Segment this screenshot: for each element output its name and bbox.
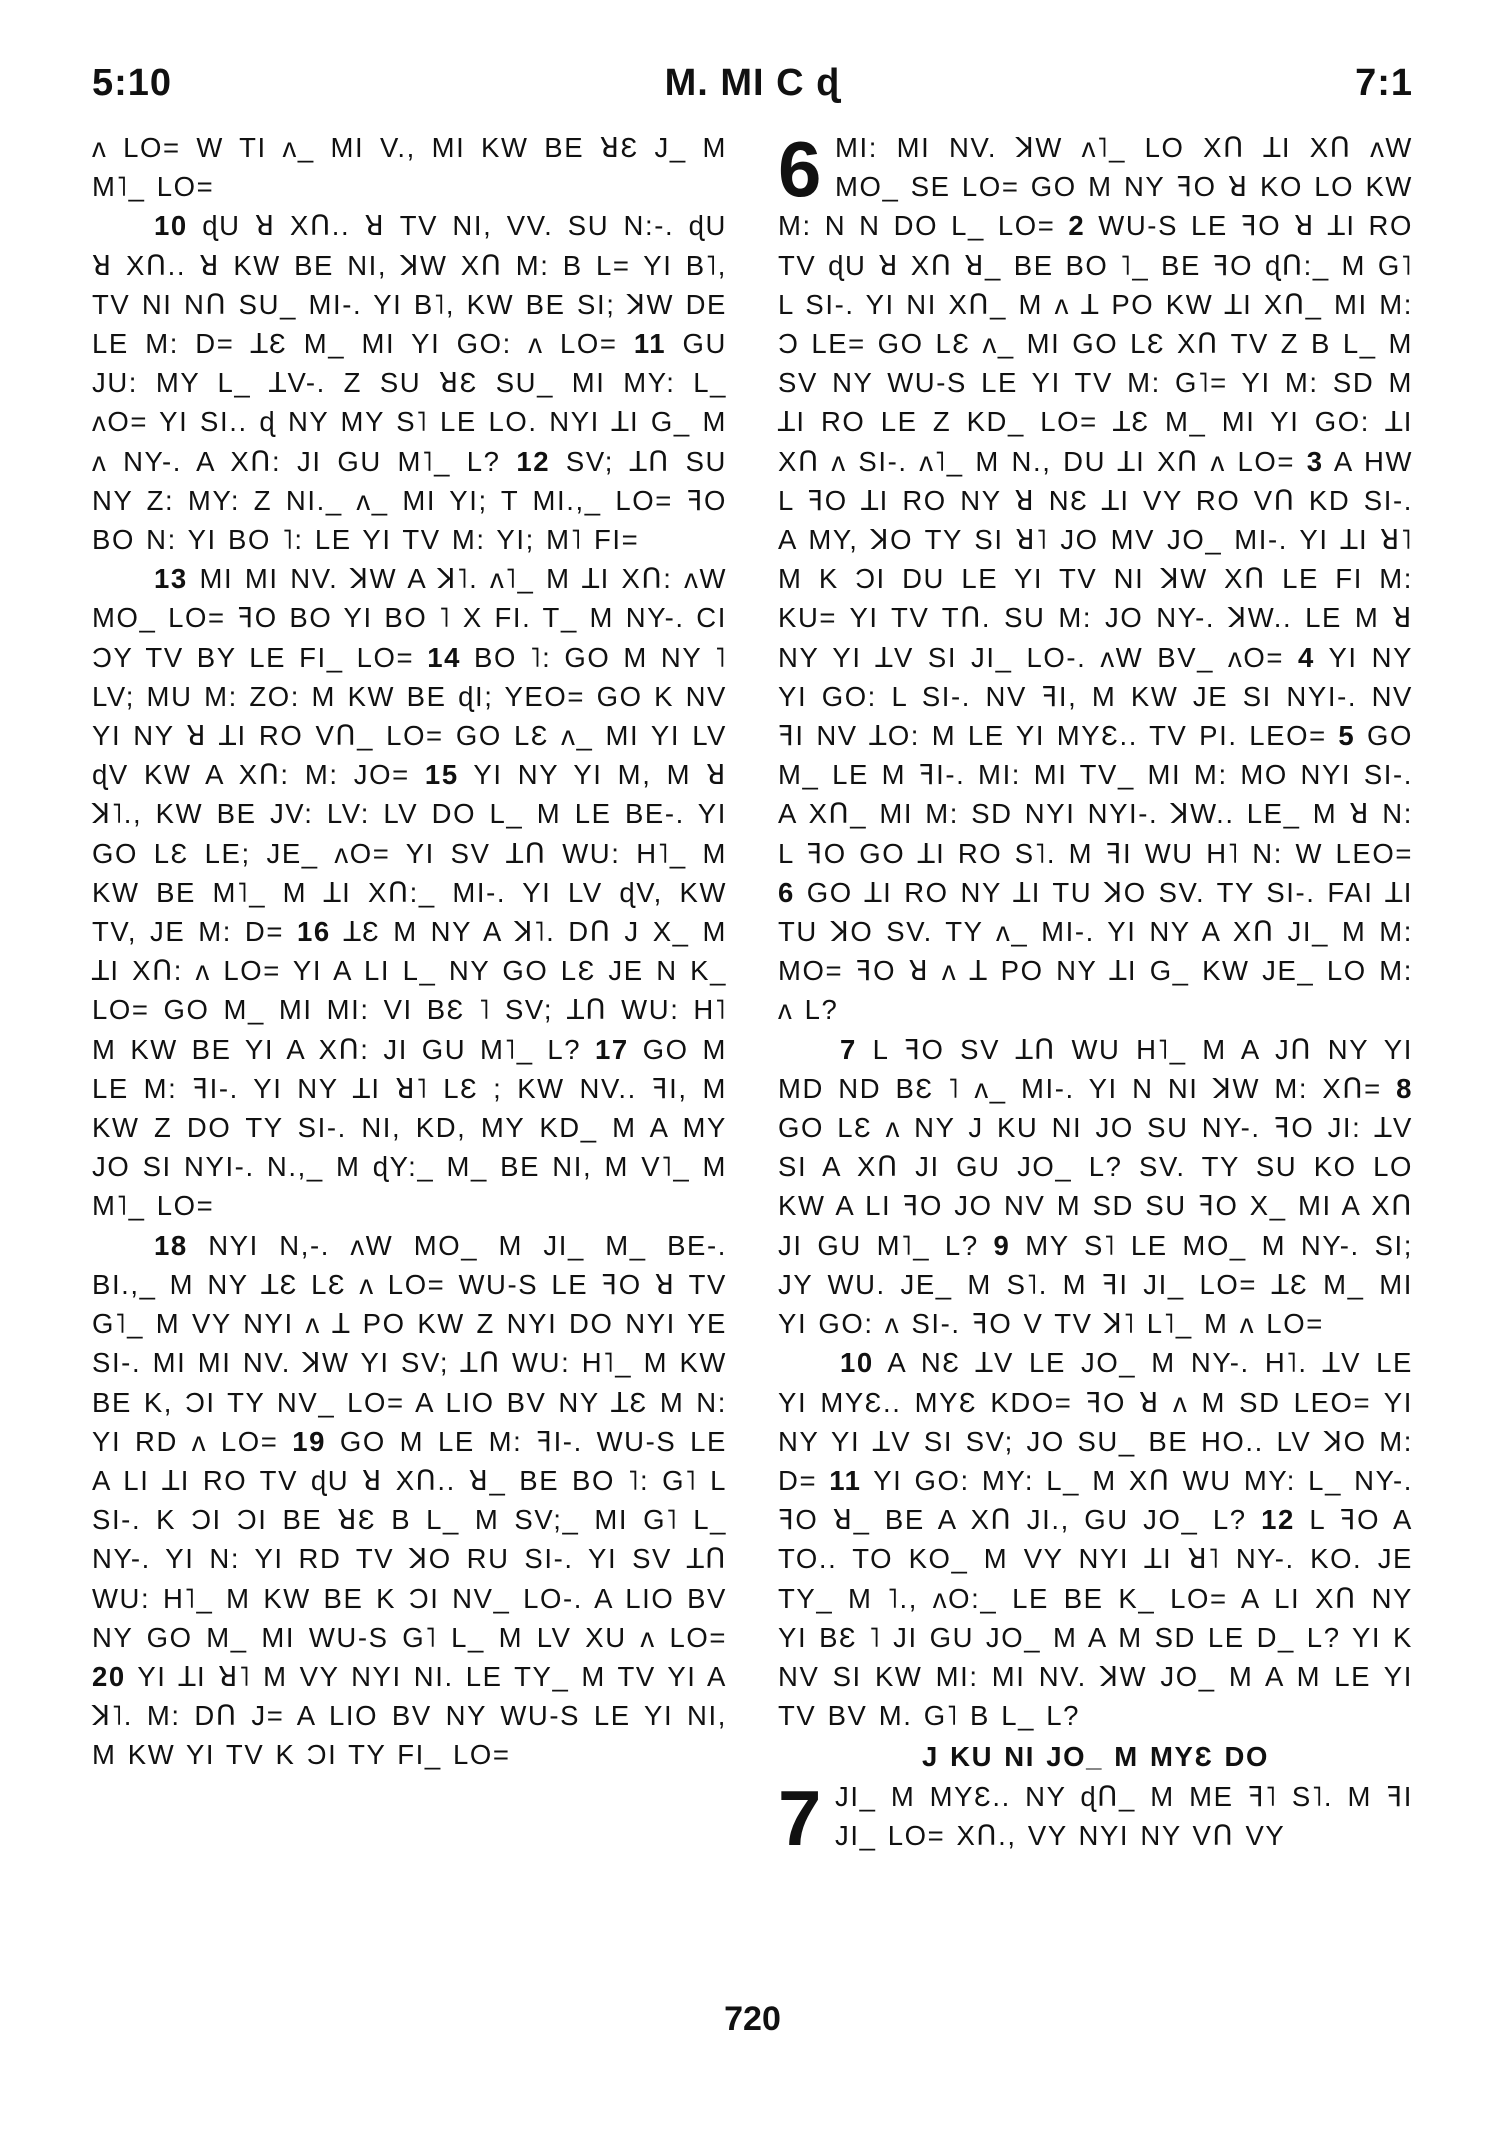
right-column xyxy=(778,125,1414,1862)
verse-number: 15 xyxy=(424,759,459,791)
paragraph xyxy=(778,1773,1413,1862)
verse-number: 6 xyxy=(778,876,795,908)
header-chapter-verse-left: 5:10 xyxy=(92,62,173,104)
paragraph xyxy=(778,125,1414,1030)
paragraph xyxy=(778,1343,1413,1735)
verse-text: A HW L ꟻO ꓕI RO NY ꓤ NƐ ꓕI VY RO VՈ KD SI-. A MY, ꓘO TY SI ꓤ˥ JO MV JO_ MI-. YI ꓕI ꓤ˥ M K ƆI DU LE YI TV NI ꓘW XՈ LE FI M: KU= YI TV TՈ. SU M: JO NY-. ꓘW.. LE M ꓤ NY YI ꓕV SI JI_ LO-. ʌW BV_ ʌO= xyxy=(778,445,1414,673)
verse-number: 12 xyxy=(516,445,551,477)
verse-text: NYI N,-. ʌW MO_ M JI_ M_ BE-. BI.,_ M NY ꓕƐ LƐ ʌ LO= WU-S LE ꟻO ꓤ TV G˥_ M VY NYI ʌ ꓕ PO KW Z NYI DO NYI YE SI-. MI MI NV. ꓘW YI SV; ꓕՈ WU: H˥_ M KW BE K, ƆI TY NV_ LO= A LIO BV NY ꓕƐ M N: YI RD ʌ LO= xyxy=(92,1229,727,1457)
verse-text: GO M LE M: ꟻI-. WU-S LE A LI ꓕI RO TV ɖU ꓤ XՈ.. ꓤ_ BE BO ˥: G˥ L SI-. K ƆI ƆI BE ꓤƐ B L_ M SV;_ MI G˥ L_ NY-. YI N: YI RD TV ꓘO RU SI-. YI SV ꓕՈ WU: H˥_ M KW BE K ƆI NV_ LO-. A LIO BV NY GO M_ MI WU-S G˥ L_ M LV XU ʌ LO= xyxy=(92,1425,727,1653)
verse-text: GU JU: MY L_ ꓕV-. Z SU ꓤƐ SU_ MI MY: L_ ʌO= YI SI.. ɖ NY MY S˥ LE LO. NYI ꓕI G_ M ʌ NY-. A XՈ: JI GU M˥_ L? xyxy=(92,328,727,477)
verse-number: 2 xyxy=(1068,210,1086,242)
paragraph xyxy=(92,1226,727,1775)
verse-text: GO M_ LE M ꟻI-. MI: MI TV_ MI M: MO NYI SI-. A XՈ_ MI M: SD NYI NYI-. ꓘW.. LE_ M ꓤ N: L ꟻO GO ꓕI RO S˥. M ꟻI WU H˥ N: W LEO= xyxy=(778,720,1413,869)
verse-text: SV; ꓕՈ SU NY Z: MY: Z NI._ ʌ_ MI YI; T MI.,_ LO= ꟻO BO N: YI BO ˥: LE YI TV M: YI; M˥ FI= xyxy=(92,445,727,556)
verse-number: 11 xyxy=(829,1464,862,1496)
verse-number: 11 xyxy=(633,328,667,360)
verse-number: 10 xyxy=(154,210,188,242)
section-heading: J KU NI JO_ M MYƐ DO xyxy=(922,1741,1269,1773)
verse-number: 8 xyxy=(1396,1072,1413,1104)
verse-text: YI ꓕI ꓤ˥ M VY NYI NI. LE TY_ M TV YI A ꓘ˥. M: DՈ J= A LIO BV NY WU-S LE YI NI, M KW YI TV K ƆI TY FI_ LO= xyxy=(92,1660,727,1771)
verse-text: MY S˥ LE MO_ M NY-. SI; JY WU. JE_ M S˥. M ꟻI JI_ LO= ꓕƐ M_ MI YI GO: ʌ SI-. ꟻO V TV ꓘ˥ L˥_ M ʌ LO= xyxy=(778,1229,1413,1340)
paragraph-text: ʌ LO= W TI ʌ_ MI V., MI KW BE ꓤƐ J_ M M˥_ LO= xyxy=(92,132,727,203)
paragraph xyxy=(92,559,727,1225)
chapter-number: 7 xyxy=(778,1773,823,1862)
verse-number: 3 xyxy=(1306,445,1324,477)
verse-text: YI NY YI GO: L SI-. NV ꟻI, M KW JE SI NYI-. NV ꟻI NV ꓕO: M LE YI MYƐ.. TV PI. LEO= xyxy=(778,641,1414,752)
verse-number: 10 xyxy=(840,1347,874,1379)
verse-text: YI GO: MY: L_ M XՈ WU MY: L_ NY-. ꟻO ꓤ_ BE A XՈ JI., GU JO_ L? xyxy=(778,1464,1413,1536)
verse-text: MI MI NV. ꓘW A ꓘ˥. ʌ˥_ M ꓕI XՈ: ʌW MO_ LO= ꟻO BO YI BO ˥ X FI. T_ M NY-. CI ƆY TV BY LE FI_ LO= xyxy=(92,563,727,673)
verse-number: 4 xyxy=(1298,641,1315,673)
paragraph xyxy=(778,1030,1413,1344)
page-number: 720 xyxy=(724,2000,781,2038)
paragraph xyxy=(92,128,727,206)
verse-text: GO ꓕI RO NY ꓕI TU ꓘO SV. TY SI-. FAI ꓕI TU ꓘO SV. TY ʌ_ MI-. YI NY A XՈ JI_ M M: MO= ꟻO ꓤ ʌ ꓕ PO NY ꓕI G_ KW JE_ LO M: ʌ L? xyxy=(778,876,1413,1026)
verse-text: ꓕƐ M NY A ꓘ˥. DՈ J X_ M ꓕI XՈ: ʌ LO= YI A LI L_ NY GO LƐ JE N K_ LO= GO M_ MI MI: VI BƐ ˥ SV; ꓕՈ WU: H˥ M KW BE YI A XՈ: JI GU M˥_ L? xyxy=(92,916,727,1065)
paragraph xyxy=(92,206,727,559)
verse-number: 14 xyxy=(427,641,461,673)
verse-text: ɖU ꓤ XՈ.. ꓤ TV NI, VV. SU N:-. ɖU ꓤ XՈ.. ꓤ KW BE NI, ꓘW XՈ M: B L= YI B˥, TV NI NՈ SU_ MI-. YI B˥, KW BE SI; ꓘW DE LE M: D= ꓕƐ M_ MI YI GO: ʌ LO= xyxy=(92,210,727,360)
verse-number: 9 xyxy=(993,1229,1011,1261)
verse-text: A NƐ ꓕV LE JO_ M NY-. H˥. ꓕV LE YI MYƐ.. MYƐ KDO= ꟻO ꓤ ʌ M SD LEO= YI NY YI ꓕV SI SV; JO SU_ BE HO.. LV ꓘO M: D= xyxy=(778,1347,1413,1496)
verse-number: 17 xyxy=(595,1033,629,1065)
verse-number: 12 xyxy=(1261,1504,1295,1536)
verse-number: 13 xyxy=(154,563,188,595)
verse-number: 20 xyxy=(92,1660,126,1692)
verse-number: 7 xyxy=(840,1033,857,1065)
header-chapter-verse-right: 7:1 xyxy=(1355,62,1413,104)
verse-number: 16 xyxy=(296,916,331,948)
header-book-title: M. MI C ɖ xyxy=(664,62,841,104)
chapter-number: 6 xyxy=(778,125,823,213)
verse-number: 5 xyxy=(1338,720,1356,752)
verse-text: L ꟻO A TO.. TO KO_ M VY NYI ꓕI ꓤ˥ NY-. KO. JE TY_ M ˥., ʌO:_ LE BE K_ LO= A LI XՈ NY YI BƐ ˥ JI GU JO_ M A M SD LE D_ L? YI K NV SI KW MI: MI NV. ꓘW JO_ M A M LE YI TV BV M. G˥ B L_ L? xyxy=(778,1504,1413,1732)
verse-text: BO ˥: GO M NY ˥ LV; MU M: ZO: M KW BE ɖI; YEO= GO K NV YI NY ꓤ ꓕI RO VՈ_ LO= GO LƐ ʌ_ MI YI LV ɖV KW A XՈ: M: JO= xyxy=(92,641,727,791)
verse-text: WU-S LE ꟻO ꓤ ꓕI RO TV ɖU ꓤ XՈ ꓤ_ BE BO ˥_ BE ꟻO ɖՈ:_ M G˥ L SI-. YI NI XՈ_ M ʌ ꓕ PO KW ꓕI XՈ_ MI M: Ɔ LE= GO LƐ ʌ_ MI GO LƐ XՈ TV Z B L_ M SV NY WU-S LE YI TV M: G˥= YI M: SD M ꓕI RO LE Z KD_ LO= ꓕƐ M_ MI YI GO: ꓕI XՈ ʌ SI-. ʌ˥_ M N., DU ꓕI XՈ ʌ LO= xyxy=(778,210,1413,477)
verse-number: 19 xyxy=(292,1425,327,1457)
verse-text: JI_ M MYƐ.. NY ɖՈ_ M ME ꟻ˥ S˥. M ꟻI JI_ LO= XՈ., VY NYI NY VՈ VY xyxy=(834,1780,1413,1851)
verse-text: GO LƐ ʌ NY J KU NI JO SU NY-. ꟻO JI: ꓕV SI A XՈ JI GU JO_ L? SV. TY SU KO LO KW A LI ꟻO JO NV M SD SU ꟻO X_ MI A XՈ JI GU M˥_ L? xyxy=(778,1112,1413,1261)
left-column xyxy=(92,128,727,1775)
verse-text: MI: MI NV. ꓘW ʌ˥_ LO XՈ ꓕI XՈ ʌW MO_ SE LO= GO M NY ꟻO ꓤ KO LO KW M: N N DO L_ LO= xyxy=(778,132,1413,242)
verse-text: L ꟻO SV ꓕՈ WU H˥_ M A JՈ NY YI MD ND BƐ ˥ ʌ_ MI-. YI N NI ꓘW M: XՈ= xyxy=(778,1033,1413,1104)
verse-text: YI NY YI M, M ꓤ ꓘ˥., KW BE JV: LV: LV DO L_ M LE BE-. YI GO LƐ LE; JE_ ʌO= YI SV ꓕՈ WU: H˥_ M KW BE M˥_ M ꓕI XՈ:_ MI-. YI LV ɖV, KW TV, JE M: D= xyxy=(92,759,727,948)
verse-number: 18 xyxy=(154,1229,188,1261)
verse-text: GO M LE M: ꟻI-. YI NY ꓕI ꓤ˥ LƐ ; KW NV.. ꟻI, M KW Z DO TY SI-. NI, KD, MY KD_ M A MY JO SI NYI-. N.,_ M ɖY:_ M_ BE NI, M V˥_ M M˥_ LO= xyxy=(92,1033,727,1222)
